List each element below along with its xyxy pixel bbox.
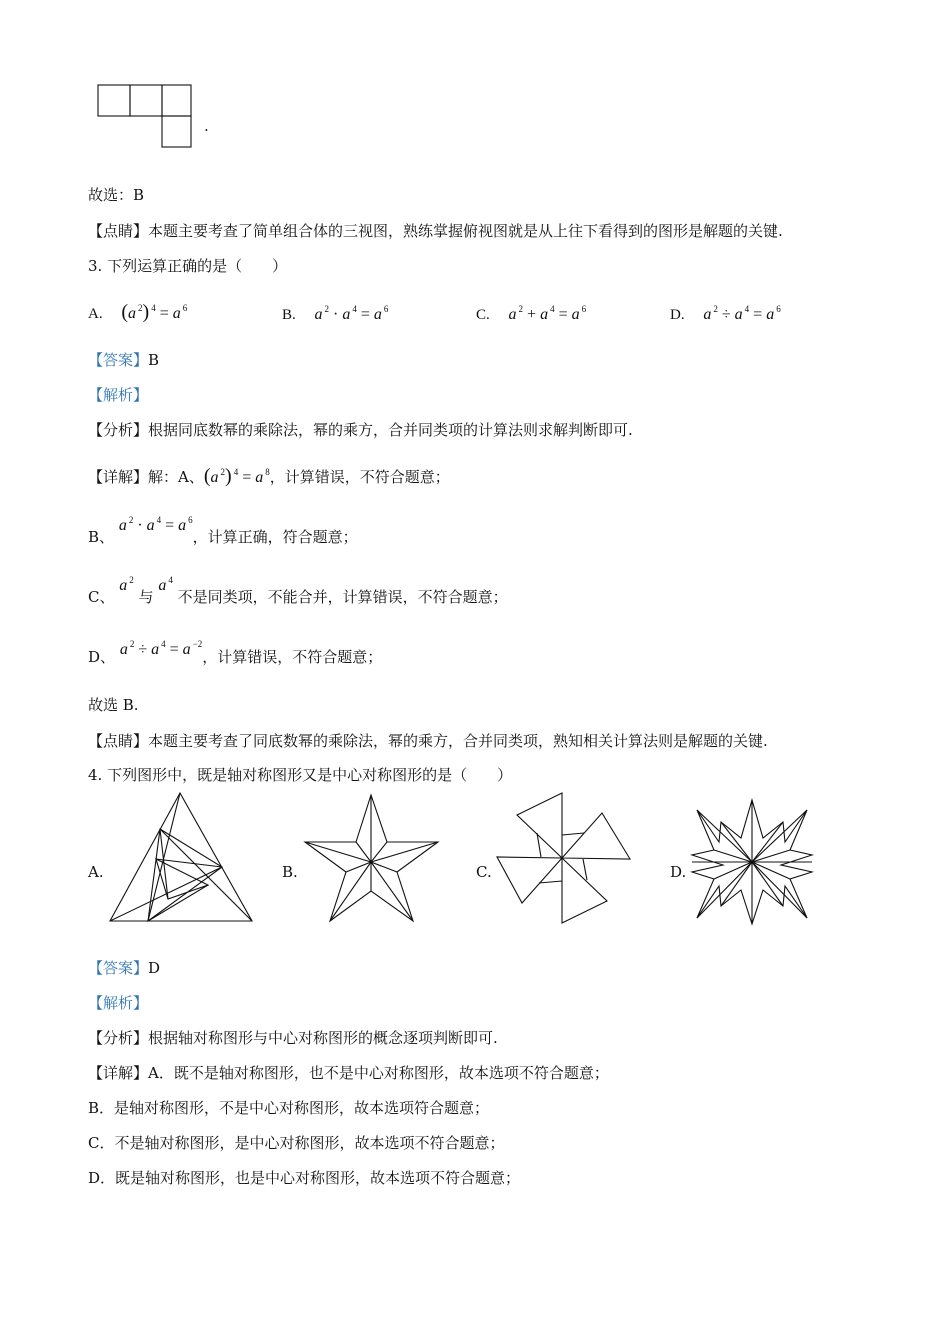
q3-answer-value: B bbox=[148, 351, 160, 369]
q3-option-a bbox=[88, 302, 187, 325]
q4-detail-tag: 【详解】 bbox=[88, 1064, 149, 1082]
q3-option-c bbox=[476, 304, 586, 326]
q3-option-d bbox=[670, 304, 781, 326]
q4-answer-tag: 【答案】 bbox=[88, 959, 149, 977]
q2-comment-tag: 【点睛】 bbox=[88, 222, 149, 240]
q4-figure-b bbox=[303, 795, 443, 925]
q3-detail-a bbox=[88, 466, 450, 489]
q3-detail-tag: 【详解】 bbox=[88, 468, 149, 486]
q3-comment-tag: 【点睛】 bbox=[88, 732, 149, 750]
q4-fenxi bbox=[88, 1028, 498, 1048]
q3-analysis-tag: 【解析】 bbox=[88, 386, 149, 404]
q3-comment-text: 本题主要考查了同底数幂的乘除法，幂的乘方，合并同类项，熟知相关计算法则是解题的关键. bbox=[148, 732, 768, 750]
q3-detail-b-expr: a $^2$ · a $^4$ = a $^6$ bbox=[118, 515, 193, 534]
q3-detail-a-expr: (a $^2$) $^4$ = a $^8$ bbox=[203, 465, 270, 487]
q3-fenxi-text: 根据同底数幂的乘除法，幂的乘方，合并同类项的计算法则求解判断即可. bbox=[148, 421, 633, 439]
q3-option-label: B. bbox=[282, 307, 296, 323]
top-view-figure bbox=[98, 85, 198, 155]
q3-detail-c-prefix: C、 bbox=[88, 588, 115, 606]
q4-detail-c: C．不是轴对称图形，是中心对称图形，故本选项不符合题意； bbox=[88, 1134, 505, 1152]
q4-analysis-tag: 【解析】 bbox=[88, 994, 149, 1012]
q3-option-label: D. bbox=[670, 307, 685, 323]
q4-figure-c bbox=[497, 793, 632, 923]
q2-choice: 故选：B bbox=[88, 186, 145, 204]
q4-figure-d bbox=[690, 800, 815, 925]
q4-option-c-label: C. bbox=[476, 863, 492, 881]
q3-option-b bbox=[282, 304, 388, 326]
q4-option-d-label: D. bbox=[670, 863, 687, 881]
q3-detail-a-suffix: ，计算错误，不符合题意； bbox=[269, 468, 450, 486]
q4-detail-a-text: A．既不是轴对称图形，也不是中心对称图形，故本选项不符合题意； bbox=[148, 1064, 609, 1082]
q3-detail-c-term2: a $^4$ bbox=[158, 575, 173, 594]
q4-fenxi-tag: 【分析】 bbox=[88, 1029, 149, 1047]
top-figure-period: . bbox=[204, 117, 209, 135]
q3-option-b-expr: a $^2$ · a $^4$ = a $^6$ bbox=[314, 304, 389, 323]
q3-detail-c-mid: 与 bbox=[138, 588, 154, 606]
q4-detail-d: D．既是轴对称图形，也是中心对称图形，故本选项不符合题意； bbox=[88, 1169, 521, 1187]
q3-answer-tag: 【答案】 bbox=[88, 351, 149, 369]
q4-fenxi-text: 根据轴对称图形与中心对称图形的概念逐项判断即可. bbox=[148, 1029, 498, 1047]
q3-detail-b-suffix: ，计算正确，符合题意； bbox=[192, 528, 358, 546]
q4-stem: 4. 下列图形中，既是轴对称图形又是中心对称图形的是（ ） bbox=[88, 766, 513, 784]
q4-answer bbox=[88, 958, 160, 978]
q4-figure-a bbox=[110, 793, 255, 923]
q3-option-a-expr: (a $^2$) $^4$ = a $^6$ bbox=[121, 301, 188, 323]
q3-fenxi bbox=[88, 420, 633, 440]
q3-option-label: A. bbox=[88, 306, 103, 322]
q3-detail-d-expr: a $^2$ ÷ a $^4$ = a $^{-2}$ bbox=[119, 639, 203, 658]
q3-option-d-expr: a $^2$ ÷ a $^4$ = a $^6$ bbox=[703, 304, 781, 323]
q3-answer bbox=[88, 350, 159, 370]
q4-option-b-label: B. bbox=[282, 863, 298, 881]
q3-option-label: C. bbox=[476, 307, 490, 323]
q4-detail-a bbox=[88, 1063, 609, 1083]
q3-detail-c-suffix: 不是同类项，不能合并，计算错误，不符合题意； bbox=[177, 588, 508, 606]
q3-detail-c bbox=[88, 575, 508, 609]
q3-detail-b-prefix: B、 bbox=[88, 528, 115, 546]
q2-comment bbox=[88, 221, 783, 241]
q3-detail-c-term1: a $^2$ bbox=[119, 575, 134, 594]
q3-detail-d-prefix: D、 bbox=[88, 648, 116, 666]
q3-detail-b bbox=[88, 515, 358, 549]
q3-detail-prefix: 解：A、 bbox=[148, 468, 204, 486]
q3-detail-d bbox=[88, 639, 383, 669]
q3-option-c-expr: a $^2$ + a $^4$ = a $^6$ bbox=[508, 304, 587, 323]
q3-fenxi-tag: 【分析】 bbox=[88, 421, 149, 439]
q3-stem: 3. 下列运算正确的是（ ） bbox=[88, 257, 288, 275]
q3-detail-d-suffix: ，计算错误，不符合题意； bbox=[202, 648, 383, 666]
q3-choice: 故选 B. bbox=[88, 696, 139, 714]
q4-detail-b: B．是轴对称图形，不是中心对称图形，故本选项符合题意； bbox=[88, 1099, 490, 1117]
q4-answer-value: D bbox=[148, 959, 161, 977]
q2-comment-text: 本题主要考查了简单组合体的三视图，熟练掌握俯视图就是从上往下看得到的图形是解题的关键. bbox=[148, 222, 783, 240]
q3-comment bbox=[88, 731, 768, 751]
q4-option-a-label: A. bbox=[88, 863, 104, 881]
